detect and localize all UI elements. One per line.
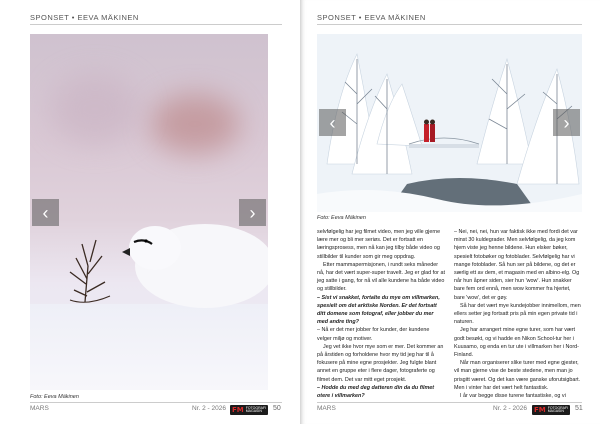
winter-forest-photo[interactable] (317, 34, 582, 212)
header-rule (30, 24, 282, 25)
footer-month: MARS (317, 405, 336, 412)
footer-rule (30, 402, 282, 403)
footer-rule (317, 402, 582, 403)
interview-question: – Sist vi snakket, fortalte du mye om villmarken, spesielt om det arktiske Norden. Er det fortsatt ditt domene som fotograf, eller jobber du mer med andre ting? (317, 294, 440, 326)
paragraph: Når man organiserer slike turer med egne gjester, vil man gjerne vise de beste stedene, men man jo prisgitt været. Og det kan være ganske uforutsigbart. Men i vinter har det vært helt fantastisk. (454, 360, 581, 391)
article-column-1 (317, 228, 445, 400)
ptarmigan-photo[interactable] (30, 34, 268, 390)
logo-subtext: FOTOGRAFI MAGASIN (547, 405, 569, 413)
prev-arrow[interactable]: ‹ (32, 199, 59, 226)
winter-forest-illustration (317, 34, 582, 212)
paragraph: I år var begge disse turene fantastiske, og vi (460, 393, 566, 400)
logo-mark: FM (534, 406, 546, 414)
page-number: 50 (273, 405, 281, 412)
footer-month: MARS (30, 405, 49, 412)
paragraph: – Nei, nei, nei, hun var faktisk ikke med fordi det var minst 30 kuldegrader. Men selvfølgelig, da jeg kom hjem viste jeg henne bildene. Hun elsker bøker, spesielt fotobøker og fotoblader. Selvfølgelig har vi mange fotoblader. Så hun ser på bildene, og det er særlig ett av dem, et magasin med en albino-elg. Og når hun åpner siden, sier hun 'wow'. Hun snakker bare fem ord ennå, men wow kommer fra hjertet, bare 'wow', det er gøy. (454, 229, 580, 301)
page-number: 51 (575, 405, 583, 412)
paragraph: – Nå er det mer jobber for kunder, der kundene velger miljø og motiver. (317, 327, 430, 342)
header-rule (317, 24, 582, 25)
prev-arrow[interactable]: ‹ (319, 109, 346, 136)
next-arrow[interactable]: › (239, 199, 266, 226)
logo-subtext: FOTOGRAFI MAGASIN (245, 405, 267, 413)
photo-caption: Foto: Eeva Mäkinen (30, 394, 79, 400)
next-arrow[interactable]: › (553, 109, 580, 136)
paragraph: Etter mammapermisjonen, i rundt seks måneder nå, har det vært super-super travelt. Jeg er glad for at jeg satte i gang, for nå vil alle kundene ha både video og stillbilder. (317, 261, 445, 293)
paragraph: Jeg vet ikke hvor mye som er mer. Det kommer an på årstiden og forholdene hvor my tid jeg har til å fokusere på mine egne prosjekter. Jeg fulgte blant annet en gruppe eter i flere dager, fotograferte og filmet dem. Det var mitt eget prosjekt. (317, 343, 444, 383)
logo-mark: FM (232, 406, 244, 414)
interview-question: – Hodde du med deg datteren din da du filmet otere i villmarken? (317, 384, 435, 400)
footer-issue: Nr. 2 - 2026 (192, 405, 226, 412)
article-column-2 (454, 228, 582, 400)
footer-issue: Nr. 2 - 2026 (493, 405, 527, 412)
paragraph: Så har det vært mye kundejobber innimellom, men ellers setter jeg fortsatt pris på min egen private tid i naturen. (454, 302, 581, 326)
page-header: SPONSET • EEVA MÄKINEN (30, 13, 139, 22)
paragraph: Jeg har arrangert mine egne turer, som har vært godt besøkt, og vi hadde en Nikon School-tur her i Kuusamo, og enda en tur ute i villmarken her i Nord-Finland. (454, 327, 579, 359)
ptarmigan-illustration (30, 34, 268, 390)
magazine-logo (230, 405, 268, 415)
page-header: SPONSET • EEVA MÄKINEN (317, 13, 426, 22)
photo-caption: Foto: Eeva Mäkinen (317, 215, 366, 221)
magazine-logo (532, 405, 570, 415)
paragraph: selvfølgelig har jeg filmet video, men jeg ville gjerne lære mer og bli mer seriøs. Det er fortsatt en læringsprosess, men nå kan jeg tilby både video og stillbilder til kunder som gir meg oppdrag. (317, 229, 441, 260)
